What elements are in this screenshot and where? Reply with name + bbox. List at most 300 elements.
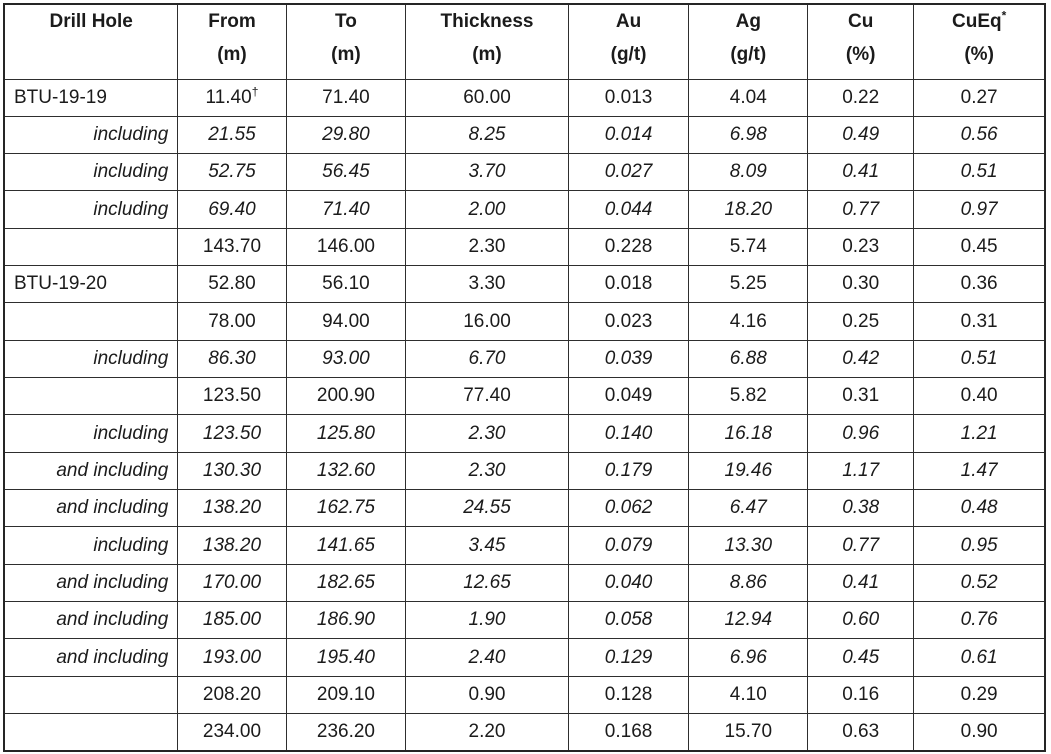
- cell-from: [178, 452, 286, 489]
- thickness-value: 2.40: [468, 646, 506, 668]
- cell-thickness: [406, 714, 568, 751]
- cu-value: 0.63: [842, 721, 880, 743]
- column-header-unit: (%): [845, 44, 876, 65]
- au-value: 0.013: [604, 86, 653, 108]
- cell-au: [568, 452, 689, 489]
- cell-from: [178, 602, 286, 639]
- thickness-value: 2.30: [468, 422, 506, 444]
- table-row: [4, 452, 1045, 489]
- au-value: 0.079: [604, 534, 653, 556]
- cell-thickness: [406, 564, 568, 601]
- drill-hole-label: BTU-19-19: [14, 86, 107, 108]
- table-row: [4, 154, 1045, 191]
- cueq-value: 0.76: [960, 609, 998, 631]
- cell-cu: [808, 378, 914, 415]
- ag-value: 8.86: [729, 571, 767, 593]
- au-value: 0.027: [604, 161, 653, 183]
- column-header-to: [286, 4, 406, 79]
- cueq-value: 0.61: [960, 646, 998, 668]
- au-value: 0.044: [604, 198, 653, 220]
- ag-value: 4.16: [729, 310, 767, 332]
- drill-hole-label: and including: [56, 609, 169, 631]
- to-value: 29.80: [322, 123, 370, 145]
- ag-value: 13.30: [724, 534, 773, 556]
- cell-drill-hole: [4, 415, 178, 452]
- cell-from: [178, 415, 286, 452]
- cell-cueq: [914, 228, 1045, 265]
- cueq-value: 0.29: [960, 683, 998, 705]
- cell-to: [286, 79, 406, 116]
- cell-to: [286, 116, 406, 153]
- cell-thickness: [406, 415, 568, 452]
- cu-value: 0.16: [842, 683, 880, 705]
- cell-cu: [808, 490, 914, 527]
- to-value: 146.00: [316, 235, 375, 257]
- cell-to: [286, 564, 406, 601]
- cell-drill-hole: [4, 527, 178, 564]
- cell-from: [178, 266, 286, 303]
- cell-cueq: [914, 527, 1045, 564]
- cell-drill-hole: [4, 191, 178, 228]
- table-row: [4, 415, 1045, 452]
- cueq-value: 0.52: [960, 571, 998, 593]
- cell-cueq: [914, 490, 1045, 527]
- ag-value: 16.18: [724, 422, 773, 444]
- cell-au: [568, 527, 689, 564]
- to-value: 125.80: [316, 422, 375, 444]
- column-header-label: Au: [615, 11, 642, 32]
- thickness-value: 16.00: [463, 310, 511, 332]
- cell-cu: [808, 676, 914, 713]
- cell-au: [568, 266, 689, 303]
- cueq-value: 0.97: [960, 198, 998, 220]
- cell-au: [568, 676, 689, 713]
- cu-value: 0.23: [842, 235, 880, 257]
- cell-to: [286, 490, 406, 527]
- cu-value: 0.45: [842, 646, 880, 668]
- cell-thickness: [406, 639, 568, 676]
- cell-from: [178, 564, 286, 601]
- au-value: 0.062: [604, 497, 653, 519]
- table-row: [4, 527, 1045, 564]
- from-value: 123.50: [202, 385, 262, 407]
- cell-drill-hole: [4, 303, 178, 340]
- drill-hole-label: including: [93, 123, 169, 145]
- drill-hole-label: and including: [56, 571, 169, 593]
- thickness-value: 0.90: [468, 683, 506, 705]
- cueq-value: 0.40: [960, 385, 998, 407]
- cell-thickness: [406, 191, 568, 228]
- cell-cu: [808, 266, 914, 303]
- cu-value: 0.41: [842, 571, 880, 593]
- drill-hole-label: including: [93, 422, 169, 444]
- table-row: [4, 191, 1045, 228]
- thickness-value: 2.00: [468, 198, 506, 220]
- cell-from: [178, 191, 286, 228]
- cell-from: [178, 303, 286, 340]
- ag-value: 18.20: [724, 198, 773, 220]
- from-value: 193.00: [202, 646, 262, 668]
- cueq-value: 0.31: [960, 310, 998, 332]
- cell-cueq: [914, 116, 1045, 153]
- cell-cu: [808, 527, 914, 564]
- ag-value: 6.98: [729, 123, 767, 145]
- cu-value: 0.22: [842, 86, 880, 108]
- au-value: 0.014: [604, 123, 653, 145]
- footnote-asterisk: *: [1001, 8, 1007, 23]
- table-row: [4, 602, 1045, 639]
- cu-value: 0.38: [842, 497, 880, 519]
- ag-value: 4.10: [729, 683, 767, 705]
- cu-value: 0.30: [842, 273, 880, 295]
- cueq-value: 0.90: [960, 721, 998, 743]
- thickness-value: 2.30: [468, 459, 506, 481]
- column-header-drill-hole: [4, 4, 178, 79]
- table-row: [4, 676, 1045, 713]
- cell-thickness: [406, 602, 568, 639]
- cell-cu: [808, 116, 914, 153]
- drill-hole-label: and including: [56, 646, 169, 668]
- cell-cueq: [914, 415, 1045, 452]
- cell-drill-hole: [4, 714, 178, 751]
- footnote-dagger: †: [251, 84, 259, 99]
- from-value: 130.30: [202, 459, 262, 481]
- cell-drill-hole: [4, 378, 178, 415]
- cueq-value: 0.51: [960, 161, 998, 183]
- cell-cueq: [914, 191, 1045, 228]
- thickness-value: 2.20: [468, 721, 506, 743]
- cell-cueq: [914, 602, 1045, 639]
- cell-cu: [808, 415, 914, 452]
- to-value: 94.00: [322, 310, 370, 332]
- cell-to: [286, 602, 406, 639]
- cell-to: [286, 303, 406, 340]
- cu-value: 0.25: [842, 310, 880, 332]
- cell-thickness: [406, 452, 568, 489]
- cell-thickness: [406, 490, 568, 527]
- cell-cueq: [914, 154, 1045, 191]
- column-header-ag: [689, 4, 808, 79]
- cell-cu: [808, 639, 914, 676]
- au-value: 0.140: [604, 422, 653, 444]
- ag-value: 5.82: [729, 385, 767, 407]
- table-row: [4, 340, 1045, 377]
- table-row: [4, 714, 1045, 751]
- column-header-unit: (m): [472, 44, 502, 65]
- cell-au: [568, 154, 689, 191]
- au-value: 0.168: [604, 721, 653, 743]
- cell-from: [178, 676, 286, 713]
- cueq-value: 0.27: [960, 86, 998, 108]
- column-header-label: Ag: [735, 11, 761, 32]
- drill-hole-label: and including: [56, 497, 169, 519]
- cell-ag: [689, 303, 808, 340]
- cell-ag: [689, 415, 808, 452]
- cell-ag: [689, 266, 808, 303]
- cell-drill-hole: [4, 452, 178, 489]
- ag-value: 12.94: [724, 609, 773, 631]
- table-row: [4, 378, 1045, 415]
- from-value: 86.30: [208, 347, 256, 369]
- to-value: 93.00: [322, 347, 370, 369]
- cell-from: [178, 79, 286, 116]
- au-value: 0.179: [604, 459, 653, 481]
- drill-hole-label: BTU-19-20: [14, 273, 107, 295]
- ag-value: 5.25: [729, 273, 767, 295]
- cell-to: [286, 527, 406, 564]
- cell-thickness: [406, 266, 568, 303]
- cell-ag: [689, 116, 808, 153]
- cell-drill-hole: [4, 340, 178, 377]
- column-header-unit: (g/t): [610, 44, 647, 65]
- cell-drill-hole: [4, 490, 178, 527]
- cell-to: [286, 266, 406, 303]
- column-header-label: From: [208, 11, 256, 32]
- cell-drill-hole: [4, 639, 178, 676]
- cell-from: [178, 116, 286, 153]
- au-value: 0.040: [604, 571, 653, 593]
- au-value: 0.018: [604, 273, 653, 295]
- cell-cu: [808, 228, 914, 265]
- to-value: 195.40: [316, 646, 375, 668]
- cell-from: [178, 490, 286, 527]
- cell-to: [286, 452, 406, 489]
- drill-hole-label: including: [93, 161, 169, 183]
- cell-au: [568, 639, 689, 676]
- to-value: 209.10: [316, 683, 375, 705]
- from-value: 78.00: [208, 310, 256, 332]
- cell-ag: [689, 639, 808, 676]
- from-value: 52.75: [208, 161, 256, 183]
- column-header-cueq: [914, 4, 1045, 79]
- cueq-value: 0.95: [960, 534, 998, 556]
- drill-hole-label: including: [93, 198, 169, 220]
- cell-cueq: [914, 79, 1045, 116]
- cell-cueq: [914, 266, 1045, 303]
- cell-to: [286, 714, 406, 751]
- cueq-value: 0.56: [960, 123, 998, 145]
- cell-au: [568, 602, 689, 639]
- from-value: 143.70: [202, 235, 262, 257]
- to-value: 236.20: [316, 721, 375, 743]
- cell-to: [286, 415, 406, 452]
- column-header-label: CuEq*: [952, 8, 1007, 32]
- cell-au: [568, 228, 689, 265]
- cell-thickness: [406, 303, 568, 340]
- cueq-value: 0.36: [960, 273, 998, 295]
- au-value: 0.129: [604, 646, 653, 668]
- cell-cu: [808, 340, 914, 377]
- cell-from: [178, 378, 286, 415]
- cueq-value: 0.45: [960, 235, 998, 257]
- to-value: 56.45: [322, 161, 370, 183]
- thickness-value: 12.65: [463, 571, 511, 593]
- cell-thickness: [406, 116, 568, 153]
- column-header-label: To: [335, 11, 357, 32]
- cell-to: [286, 228, 406, 265]
- thickness-value: 77.40: [463, 385, 511, 407]
- thickness-value: 3.70: [468, 161, 506, 183]
- cell-ag: [689, 452, 808, 489]
- au-value: 0.228: [604, 235, 653, 257]
- cell-cu: [808, 191, 914, 228]
- cell-cu: [808, 79, 914, 116]
- cell-ag: [689, 154, 808, 191]
- cu-value: 1.17: [842, 459, 880, 481]
- cell-drill-hole: [4, 228, 178, 265]
- from-value: 138.20: [202, 497, 262, 519]
- column-header-unit: (%): [964, 44, 994, 65]
- cell-cueq: [914, 714, 1045, 751]
- cell-au: [568, 564, 689, 601]
- ag-value: 5.74: [729, 235, 767, 257]
- from-value: 138.20: [202, 534, 262, 556]
- cell-drill-hole: [4, 116, 178, 153]
- to-value: 132.60: [316, 459, 375, 481]
- cell-ag: [689, 79, 808, 116]
- drill-hole-label: including: [93, 534, 169, 556]
- drill-hole-label: and including: [56, 459, 169, 481]
- from-value: 69.40: [208, 198, 256, 220]
- cell-cu: [808, 154, 914, 191]
- cell-cueq: [914, 639, 1045, 676]
- table-row: [4, 564, 1045, 601]
- from-value: 11.40: [205, 86, 252, 108]
- cell-ag: [689, 191, 808, 228]
- cu-value: 0.49: [842, 123, 880, 145]
- cell-thickness: [406, 79, 568, 116]
- to-value: 71.40: [322, 198, 370, 220]
- from-value: 52.80: [208, 273, 256, 295]
- cu-value: 0.77: [842, 534, 880, 556]
- cell-au: [568, 303, 689, 340]
- cell-cueq: [914, 340, 1045, 377]
- table-row: [4, 116, 1045, 153]
- cell-ag: [689, 714, 808, 751]
- cell-au: [568, 116, 689, 153]
- cu-value: 0.96: [842, 422, 880, 444]
- drill-results-table: [3, 3, 1046, 752]
- cell-from: [178, 228, 286, 265]
- cell-ag: [689, 340, 808, 377]
- au-value: 0.049: [604, 385, 653, 407]
- cueq-value: 0.48: [960, 497, 998, 519]
- table-row: [4, 79, 1045, 116]
- cell-au: [568, 490, 689, 527]
- cell-au: [568, 79, 689, 116]
- thickness-value: 6.70: [468, 347, 506, 369]
- thickness-value: 3.45: [468, 534, 506, 556]
- table-row: [4, 303, 1045, 340]
- cueq-value: 0.51: [960, 347, 998, 369]
- cell-from: [178, 714, 286, 751]
- cu-value: 0.60: [842, 609, 880, 631]
- from-value: 21.55: [208, 123, 256, 145]
- cell-drill-hole: [4, 79, 178, 116]
- column-header-au: [568, 4, 689, 79]
- cell-thickness: [406, 378, 568, 415]
- ag-value: 15.70: [724, 721, 773, 743]
- cell-thickness: [406, 527, 568, 564]
- cell-ag: [689, 378, 808, 415]
- cell-to: [286, 340, 406, 377]
- cell-to: [286, 378, 406, 415]
- ag-value: 8.09: [729, 161, 767, 183]
- column-header-thickness: [406, 4, 568, 79]
- cell-drill-hole: [4, 266, 178, 303]
- ag-value: 6.88: [729, 347, 767, 369]
- cu-value: 0.31: [842, 385, 880, 407]
- to-value: 186.90: [316, 609, 375, 631]
- drill-results-table-container: [3, 3, 1046, 752]
- column-header-label: Thickness: [440, 11, 534, 32]
- from-value: 234.00: [202, 721, 262, 743]
- from-value: 208.20: [202, 683, 262, 705]
- cell-to: [286, 676, 406, 713]
- thickness-value: 1.90: [468, 609, 506, 631]
- cell-to: [286, 154, 406, 191]
- cell-ag: [689, 564, 808, 601]
- cell-au: [568, 378, 689, 415]
- cueq-value: 1.21: [960, 422, 998, 444]
- au-value: 0.039: [604, 347, 653, 369]
- from-value: 185.00: [202, 609, 262, 631]
- cell-drill-hole: [4, 154, 178, 191]
- cell-ag: [689, 676, 808, 713]
- ag-value: 19.46: [724, 459, 773, 481]
- cell-cu: [808, 602, 914, 639]
- column-header-label: Cu: [848, 11, 874, 32]
- cell-from: [178, 154, 286, 191]
- table-row: [4, 490, 1045, 527]
- cell-ag: [689, 228, 808, 265]
- to-value: 182.65: [316, 571, 375, 593]
- cu-value: 0.77: [842, 198, 880, 220]
- cell-cueq: [914, 452, 1045, 489]
- column-header-unit: (g/t): [730, 44, 767, 65]
- cell-thickness: [406, 228, 568, 265]
- cell-ag: [689, 527, 808, 564]
- to-value: 71.40: [322, 86, 370, 108]
- au-value: 0.058: [604, 609, 653, 631]
- from-value: 170.00: [202, 571, 262, 593]
- header-row: [4, 4, 1045, 79]
- column-header-from: [178, 4, 286, 79]
- cell-au: [568, 415, 689, 452]
- cell-from: [178, 527, 286, 564]
- column-header-unit: (m): [217, 44, 247, 65]
- cell-to: [286, 191, 406, 228]
- cell-to: [286, 639, 406, 676]
- column-header-cu: [808, 4, 914, 79]
- to-value: 162.75: [316, 497, 375, 519]
- column-header-unit: (m): [331, 44, 361, 65]
- cell-cu: [808, 564, 914, 601]
- cell-cu: [808, 714, 914, 751]
- cell-drill-hole: [4, 564, 178, 601]
- thickness-value: 8.25: [468, 123, 506, 145]
- ag-value: 6.96: [729, 646, 767, 668]
- cell-cueq: [914, 378, 1045, 415]
- cell-cu: [808, 452, 914, 489]
- cell-cueq: [914, 564, 1045, 601]
- to-value: 200.90: [316, 385, 375, 407]
- au-value: 0.023: [604, 310, 653, 332]
- cell-from: [178, 340, 286, 377]
- cell-au: [568, 191, 689, 228]
- cu-value: 0.41: [842, 161, 880, 183]
- ag-value: 4.04: [729, 86, 767, 108]
